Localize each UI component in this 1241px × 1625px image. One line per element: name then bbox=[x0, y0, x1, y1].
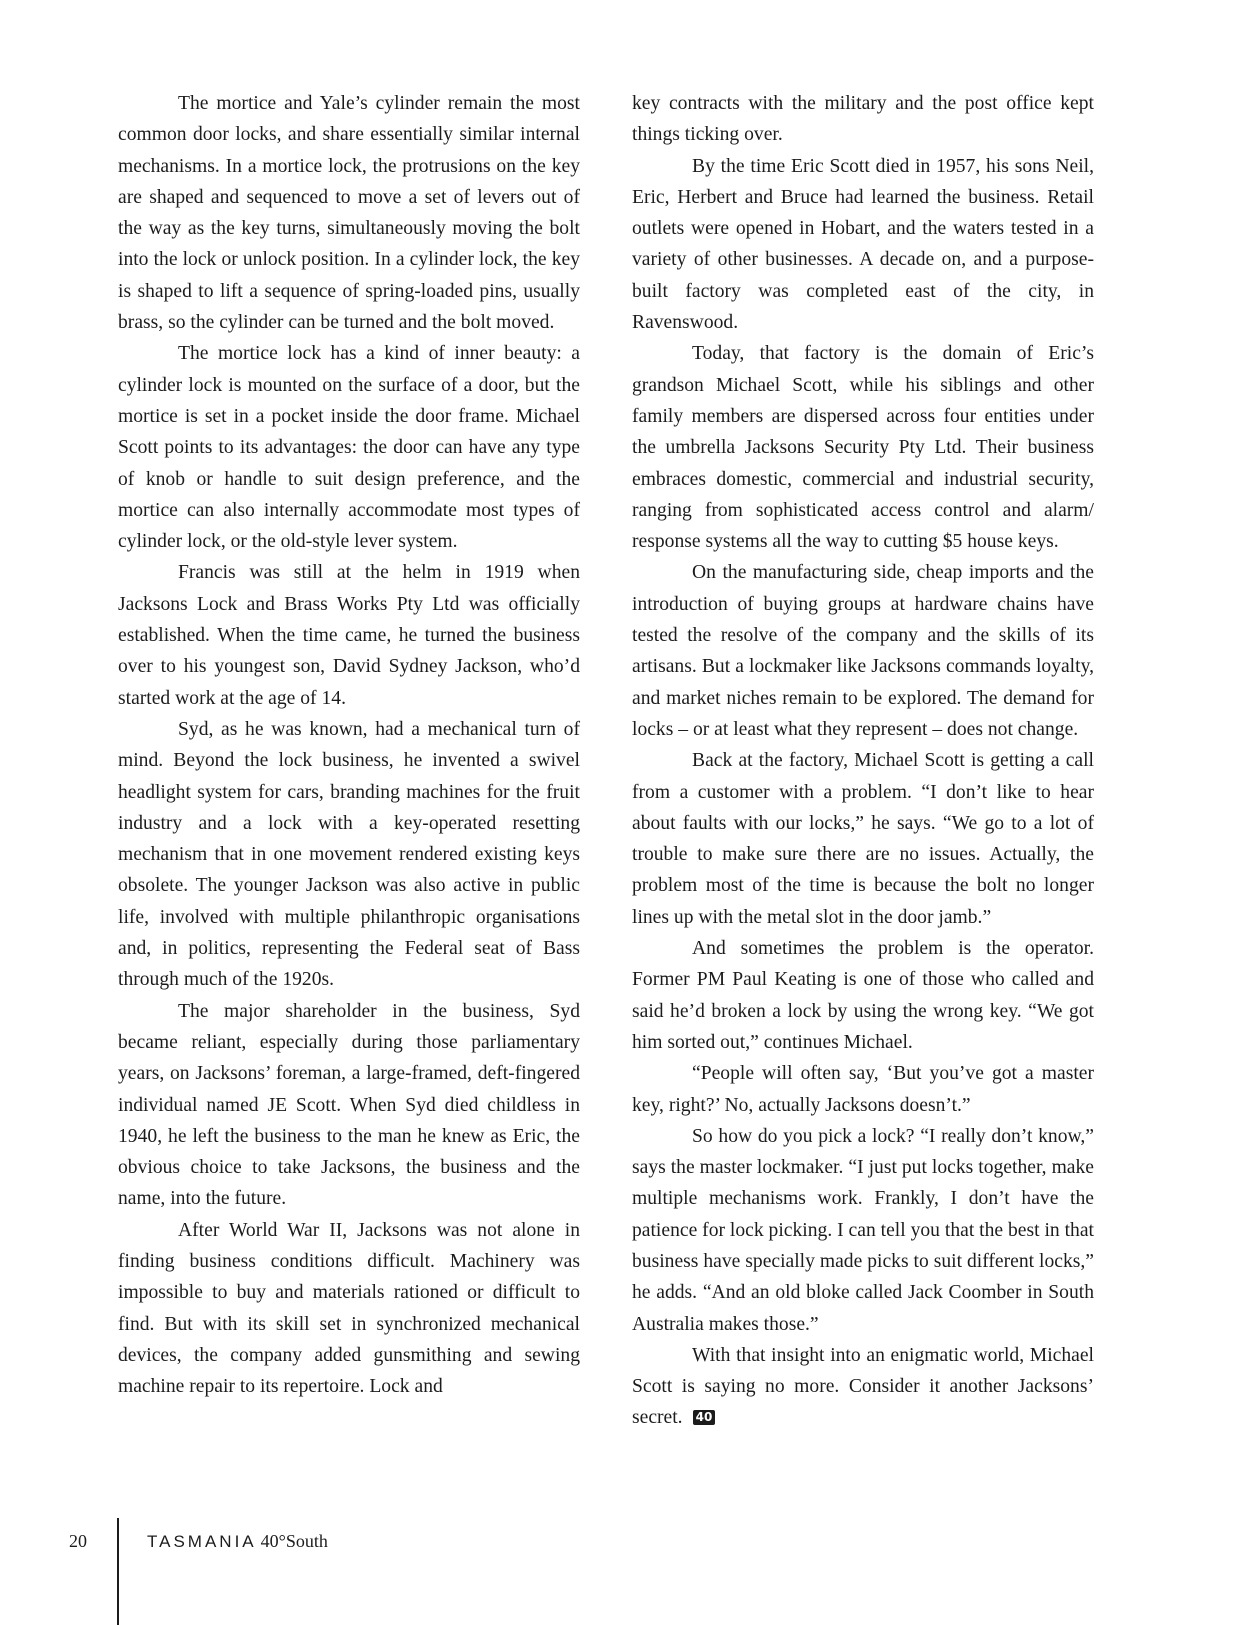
paragraph: And sometimes the problem is the operator. Former PM Paul Keating is one of those who called and said he’d broken a lock by using the wrong key. “We got him sorted out,” continues Michael. bbox=[632, 938, 1094, 1053]
paragraph: On the manufacturing side, cheap imports and the introduction of buying groups at hardware chains have tested the resolve of the company and the skills of its artisans. But a lockmaker like Jacksons commands loyalty, and market niches remain to be explored. The demand for locks – or at least what they represent – does not change. bbox=[632, 562, 1094, 740]
footer-divider bbox=[117, 1518, 119, 1625]
paragraph: Syd, as he was known, had a mechanical turn of mind. Beyond the lock business, he invented a swivel headlight system for cars, branding machines for the fruit industry and a lock with a key-operated resetting mechanism that in one movement rendered existing keys obsolete. The younger Jackson was also active in public life, involved with multiple philanthropic organisations and, in politics, representing the Federal seat of Bass through much of the 1920s. bbox=[118, 718, 580, 991]
end-mark-icon: 40 bbox=[693, 1410, 716, 1425]
paragraph: The mortice and Yale’s cylinder remain the most common door locks, and share essentially similar internal mechanisms. In a mortice lock, the protrusions on the key are shaped and sequenced to move a set of levers out of the way as the key turns, simultaneously moving the bolt into the lock or unlock position. In a cylinder lock, the key is shaped to lift a sequence of spring-loaded pins, usually brass, so the cylinder can be turned and the bolt moved. bbox=[118, 93, 580, 334]
magazine-brand bbox=[147, 1530, 328, 1553]
final-paragraph bbox=[632, 1340, 1094, 1434]
final-paragraph-text: With that insight into an enigmatic world, Michael Scott is saying no more. Consider it another Jacksons’ secret. bbox=[632, 1344, 1094, 1429]
paragraph: Back at the factory, Michael Scott is getting a call from a customer with a problem. “I don’t like to hear about faults with our locks,” he says. “We go to a lot of trouble to make sure there are no issues. Actually, the problem most of the time is because the bolt no longer lines up with the metal slot in the door jamb.” bbox=[632, 750, 1094, 928]
brand-sub: 40°South bbox=[260, 1531, 328, 1551]
brand-name: TASMANIA bbox=[147, 1532, 257, 1551]
paragraph: After World War II, Jacksons was not alone in finding business conditions difficult. Machinery was impossible to buy and materials rationed or difficult to find. But with its skill set in synchronized mechanical devices, the company added gunsmithing and sewing machine repair to its repertoire. Lock and bbox=[118, 1219, 580, 1398]
article-column-right bbox=[632, 88, 1094, 1434]
paragraph: By the time Eric Scott died in 1957, his sons Neil, Eric, Herbert and Bruce had learned the business. Retail outlets were opened in Hobart, and the waters tested in a variety of other businesses. A decade on, and a purpose-built factory was completed east of the city, in Ravenswood. bbox=[632, 155, 1094, 334]
paragraph: The mortice lock has a kind of inner beauty: a cylinder lock is mounted on the surface of a door, but the mortice is set in a pocket inside the door frame. Michael Scott points to its advantages: the door can have any type of knob or handle to suit design preference, and the mortice can also internally accommodate most types of cylinder lock, or the old-style lever system. bbox=[118, 343, 580, 553]
paragraph: Today, that factory is the domain of Eric’s grandson Michael Scott, while his siblings and other family members are dispersed across four entities under the umbrella Jacksons Security Pty Ltd. Their business embraces domestic, commercial and industrial security, ranging from sophisticated access control and alarm/ response systems all the way to cutting $5 house keys. bbox=[632, 343, 1094, 553]
paragraph: So how do you pick a lock? “I really don’t know,” says the master lockmaker. “I just put locks together, make multiple mechanisms work. Frankly, I don’t have the patience for lock picking. I can tell you that the best in that business have specially made picks to suit different locks,” he adds. “And an old bloke called Jack Coomber in South Australia makes those.” bbox=[632, 1125, 1094, 1335]
paragraph: Francis was still at the helm in 1919 when Jacksons Lock and Brass Works Pty Ltd was officially established. When the time came, he turned the business over to his youngest son, David Sydney Jackson, who’d started work at the age of 14. bbox=[118, 562, 580, 709]
page-number: 20 bbox=[69, 1531, 87, 1551]
paragraph-continuation: key contracts with the military and the post office kept things ticking over. bbox=[632, 93, 1094, 146]
paragraph: The major shareholder in the business, Syd became reliant, especially during those parliamentary years, on Jacksons’ foreman, a large-framed, deft-fingered individual named JE Scott. When Syd died childless in 1940, he left the business to the man he knew as Eric, the obvious choice to take Jacksons, the business and the name, into the future. bbox=[118, 1000, 580, 1210]
article-column-left bbox=[118, 88, 580, 1402]
paragraph: “People will often say, ‘But you’ve got a master key, right?’ No, actually Jacksons doesn’t.” bbox=[632, 1063, 1094, 1116]
